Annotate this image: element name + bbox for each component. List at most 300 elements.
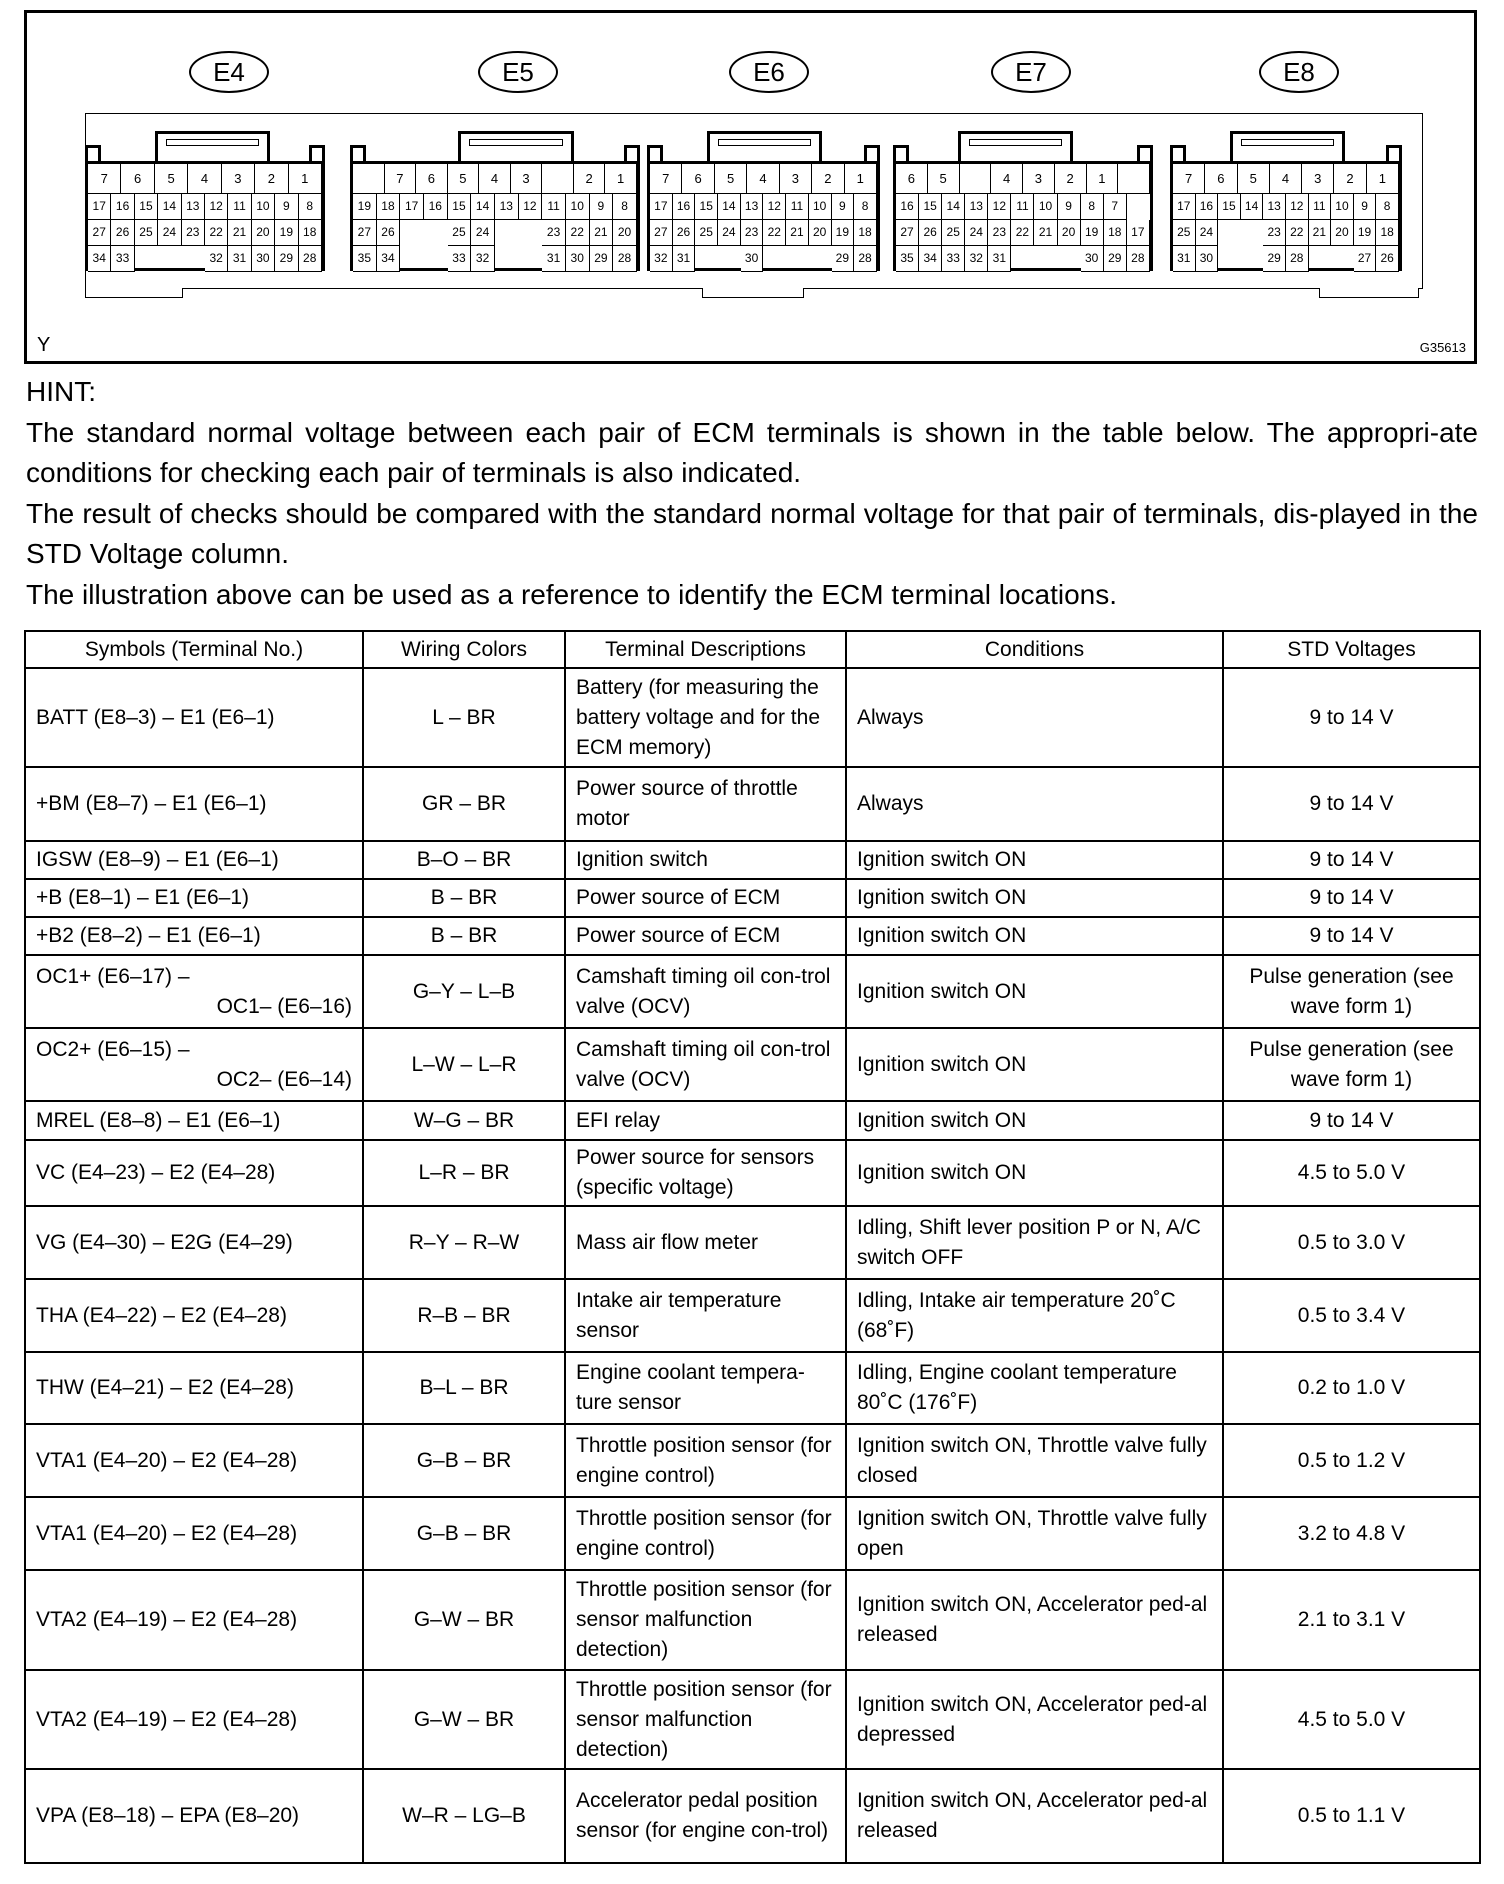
terminal-blank	[519, 246, 543, 272]
terminal-18: 18	[854, 220, 877, 246]
terminal-25: 25	[695, 220, 718, 246]
terminal-16: 16	[424, 194, 448, 220]
terminal-blank	[353, 164, 385, 194]
connector-latch	[458, 131, 574, 165]
terminal-1: 1	[1367, 164, 1399, 194]
terminal-10: 10	[1331, 194, 1354, 220]
terminal-30: 30	[252, 246, 275, 272]
terminal-24: 24	[158, 220, 181, 246]
cell-std-voltage: 9 to 14 V	[1223, 668, 1480, 767]
terminal-19: 19	[353, 194, 377, 220]
terminal-9: 9	[1354, 194, 1377, 220]
terminal-20: 20	[613, 220, 637, 246]
cell-condition: Idling, Engine coolant temperature 80˚C (176˚F)	[846, 1352, 1223, 1424]
symbol-cell-text: VTA2 (E4–19) – E2 (E4–28)	[36, 1608, 298, 1631]
cell-std-voltage: 9 to 14 V	[1223, 841, 1480, 879]
terminal-12: 12	[519, 194, 543, 220]
symbol-line-1: OC2+ (E6–15) –	[36, 1037, 190, 1061]
terminal-row	[1173, 164, 1399, 194]
terminal-blank	[763, 246, 786, 272]
terminal-26: 26	[1376, 246, 1399, 272]
terminal-blank	[718, 246, 741, 272]
terminal-blank	[495, 220, 519, 246]
terminal-20: 20	[252, 220, 275, 246]
terminal-blank	[135, 246, 158, 272]
cell-symbol	[25, 1101, 363, 1140]
cell-condition: Ignition switch ON, Accelerator ped-al released	[846, 1570, 1223, 1670]
terminal-15: 15	[695, 194, 718, 220]
terminal-14: 14	[942, 194, 965, 220]
terminal-18: 18	[1104, 220, 1127, 246]
latch-slot	[969, 139, 1062, 146]
terminal-blank	[158, 246, 181, 272]
terminal-26: 26	[919, 220, 942, 246]
header-symbols: Symbols (Terminal No.)	[25, 631, 363, 668]
table-row	[25, 879, 1480, 917]
terminal-20: 20	[809, 220, 832, 246]
terminal-4: 4	[991, 164, 1023, 194]
symbol-cell-text: MREL (E8–8) – E1 (E6–1)	[36, 1108, 281, 1132]
terminal-29: 29	[1263, 246, 1286, 272]
terminal-31: 31	[228, 246, 251, 272]
terminal-23: 23	[542, 220, 566, 246]
terminal-30: 30	[566, 246, 590, 272]
symbol-cell-text: IGSW (E8–9) – E1 (E6–1)	[36, 848, 279, 871]
table-row	[25, 1497, 1480, 1570]
connector-label-e6: E6	[729, 51, 809, 93]
symbol-cell-text: VC (E4–23) – E2 (E4–28)	[36, 1161, 276, 1184]
panel-tab-left	[85, 288, 183, 298]
cell-std-voltage: 9 to 14 V	[1223, 917, 1480, 955]
table-row	[25, 1424, 1480, 1497]
cell-wiring-color: G–W – BR	[363, 1670, 565, 1769]
cell-wiring-color: L–R – BR	[363, 1140, 565, 1206]
terminal-blank	[1034, 246, 1057, 272]
terminal-row	[650, 194, 877, 220]
terminal-row	[353, 194, 637, 220]
terminal-13: 13	[495, 194, 519, 220]
terminal-6: 6	[1205, 164, 1237, 194]
terminal-25: 25	[942, 220, 965, 246]
terminal-31: 31	[542, 246, 566, 272]
terminal-14: 14	[158, 194, 181, 220]
terminal-27: 27	[353, 220, 377, 246]
terminal-row	[88, 246, 322, 272]
symbol-cell-text	[36, 1035, 352, 1095]
terminal-9: 9	[832, 194, 855, 220]
cell-terminal-description: Power source for sensors (specific voltage)	[565, 1140, 846, 1206]
terminal-13: 13	[741, 194, 764, 220]
terminal-22: 22	[566, 220, 590, 246]
terminal-23: 23	[741, 220, 764, 246]
terminal-blank	[542, 164, 574, 194]
terminal-29: 29	[590, 246, 614, 272]
terminal-19: 19	[832, 220, 855, 246]
terminal-14: 14	[471, 194, 495, 220]
connector-latch	[707, 131, 822, 165]
terminal-7: 7	[1104, 194, 1127, 220]
terminal-2: 2	[1334, 164, 1366, 194]
terminal-2: 2	[574, 164, 606, 194]
connector-e5	[350, 131, 640, 271]
symbol-cell-text	[36, 962, 352, 1022]
terminal-11: 11	[228, 194, 251, 220]
terminal-blank	[1127, 194, 1150, 220]
cell-symbol	[25, 1206, 363, 1279]
cell-condition: Ignition switch ON, Accelerator ped-al released	[846, 1769, 1223, 1863]
header-conditions: Conditions	[846, 631, 1223, 668]
terminal-18: 18	[299, 220, 322, 246]
cell-std-voltage: 0.5 to 3.4 V	[1223, 1279, 1480, 1352]
cell-symbol	[25, 1279, 363, 1352]
terminal-16: 16	[896, 194, 919, 220]
cell-symbol	[25, 1769, 363, 1863]
terminal-2: 2	[812, 164, 844, 194]
terminal-4: 4	[188, 164, 221, 194]
terminal-28: 28	[1286, 246, 1309, 272]
terminal-26: 26	[377, 220, 401, 246]
terminal-35: 35	[353, 246, 377, 272]
terminal-18: 18	[1376, 220, 1399, 246]
terminal-9: 9	[275, 194, 298, 220]
terminal-24: 24	[471, 220, 495, 246]
cell-terminal-description: Throttle position sensor (for engine control)	[565, 1497, 846, 1570]
terminal-blank	[182, 246, 205, 272]
table-row	[25, 1352, 1480, 1424]
terminal-blank	[960, 164, 992, 194]
table-row	[25, 1101, 1480, 1140]
cell-condition: Always	[846, 668, 1223, 767]
terminal-row	[896, 164, 1150, 194]
terminal-23: 23	[988, 220, 1011, 246]
terminal-20: 20	[1331, 220, 1354, 246]
terminal-blank	[809, 246, 832, 272]
latch-slot	[718, 139, 811, 146]
cell-terminal-description: Engine coolant tempera-ture sensor	[565, 1352, 846, 1424]
terminal-row	[650, 164, 877, 194]
cell-terminal-description: Mass air flow meter	[565, 1206, 846, 1279]
symbol-cell-text: BATT (E8–3) – E1 (E6–1)	[36, 705, 275, 729]
cell-condition: Ignition switch ON	[846, 1140, 1223, 1206]
terminal-blank	[424, 220, 448, 246]
table-row	[25, 917, 1480, 955]
connector-label-e8: E8	[1259, 51, 1339, 93]
terminal-19: 19	[275, 220, 298, 246]
terminal-4: 4	[1270, 164, 1302, 194]
table-row	[25, 841, 1480, 879]
cell-symbol	[25, 1028, 363, 1101]
terminal-2: 2	[1055, 164, 1087, 194]
cell-terminal-description: Ignition switch	[565, 841, 846, 879]
cell-wiring-color: W–R – LG–B	[363, 1769, 565, 1863]
cell-wiring-color: R–Y – R–W	[363, 1206, 565, 1279]
connector-body	[85, 161, 325, 271]
symbol-line-2: OC2– (E6–14)	[216, 1067, 352, 1091]
connector-latch	[1230, 131, 1345, 165]
terminal-27: 27	[896, 220, 919, 246]
terminal-19: 19	[1081, 220, 1104, 246]
terminal-32: 32	[965, 246, 988, 272]
cell-condition: Ignition switch ON	[846, 879, 1223, 917]
table-row	[25, 1140, 1480, 1206]
terminal-26: 26	[673, 220, 696, 246]
cell-wiring-color: G–B – BR	[363, 1497, 565, 1570]
latch-slot	[166, 139, 259, 146]
figure-id-label: G35613	[1419, 340, 1466, 355]
cell-condition: Ignition switch ON, Accelerator ped-al depressed	[846, 1670, 1223, 1769]
terminal-blank	[1218, 246, 1241, 272]
symbol-cell-text: THW (E4–21) – E2 (E4–28)	[36, 1376, 294, 1399]
terminal-22: 22	[1011, 220, 1034, 246]
header-std-voltages: STD Voltages	[1223, 631, 1480, 668]
terminal-15: 15	[1218, 194, 1241, 220]
cell-std-voltage: 0.2 to 1.0 V	[1223, 1352, 1480, 1424]
terminal-row	[88, 194, 322, 220]
terminal-7: 7	[88, 164, 121, 194]
terminal-34: 34	[88, 246, 111, 272]
terminal-5: 5	[1238, 164, 1270, 194]
terminal-17: 17	[650, 194, 673, 220]
terminal-28: 28	[854, 246, 877, 272]
cell-wiring-color: G–Y – L–B	[363, 955, 565, 1028]
terminal-1: 1	[289, 164, 322, 194]
terminal-blank	[1218, 220, 1241, 246]
symbol-line-2: OC1– (E6–16)	[216, 994, 352, 1018]
symbol-cell-text: VTA1 (E4–20) – E2 (E4–28)	[36, 1448, 298, 1472]
connector-body	[1170, 161, 1402, 271]
table-row	[25, 1670, 1480, 1769]
cell-terminal-description: EFI relay	[565, 1101, 846, 1140]
terminal-20: 20	[1058, 220, 1081, 246]
cell-std-voltage: 2.1 to 3.1 V	[1223, 1570, 1480, 1670]
cell-std-voltage: 0.5 to 1.1 V	[1223, 1769, 1480, 1863]
cell-condition: Ignition switch ON	[846, 841, 1223, 879]
terminal-15: 15	[135, 194, 158, 220]
terminal-33: 33	[942, 246, 965, 272]
terminal-29: 29	[832, 246, 855, 272]
cell-terminal-description: Throttle position sensor (for engine control)	[565, 1424, 846, 1497]
cell-condition: Idling, Intake air temperature 20˚C (68˚F)	[846, 1279, 1223, 1352]
terminal-9: 9	[590, 194, 614, 220]
table-row	[25, 767, 1480, 841]
hint-paragraph-2: The result of checks should be compared with the standard normal voltage for that pair of terminals, dis-played in the STD Voltage column.	[26, 497, 1478, 569]
terminal-4: 4	[747, 164, 779, 194]
terminal-5: 5	[715, 164, 747, 194]
terminal-17: 17	[88, 194, 111, 220]
cell-std-voltage: 0.5 to 3.0 V	[1223, 1206, 1480, 1279]
terminal-6: 6	[121, 164, 154, 194]
cell-std-voltage: 9 to 14 V	[1223, 879, 1480, 917]
terminal-blank	[1331, 246, 1354, 272]
cell-condition: Ignition switch ON	[846, 1101, 1223, 1140]
terminal-6: 6	[416, 164, 448, 194]
cell-wiring-color: B–L – BR	[363, 1352, 565, 1424]
terminal-1: 1	[605, 164, 637, 194]
terminal-3: 3	[780, 164, 812, 194]
cell-terminal-description: Power source of ECM	[565, 917, 846, 955]
header-wiring-colors: Wiring Colors	[363, 631, 565, 668]
terminal-7: 7	[385, 164, 417, 194]
terminal-10: 10	[252, 194, 275, 220]
cell-symbol	[25, 1670, 363, 1769]
table-row	[25, 1028, 1480, 1101]
cell-condition: Idling, Shift lever position P or N, A/C switch OFF	[846, 1206, 1223, 1279]
terminal-24: 24	[1196, 220, 1219, 246]
terminal-6: 6	[896, 164, 928, 194]
terminal-6: 6	[682, 164, 714, 194]
symbol-cell-text: VPA (E8–18) – EPA (E8–20)	[36, 1804, 300, 1827]
terminal-row	[88, 220, 322, 246]
cell-symbol	[25, 1140, 363, 1206]
panel-tab-right	[1319, 288, 1419, 298]
terminal-5: 5	[928, 164, 960, 194]
terminal-21: 21	[590, 220, 614, 246]
terminal-11: 11	[542, 194, 566, 220]
cell-terminal-description: Intake air temperature sensor	[565, 1279, 846, 1352]
symbol-cell-text: VTA2 (E4–19) – E2 (E4–28)	[36, 1707, 298, 1731]
cell-wiring-color: W–G – BR	[363, 1101, 565, 1140]
terminal-3: 3	[1302, 164, 1334, 194]
cell-wiring-color: L–W – L–R	[363, 1028, 565, 1101]
terminal-30: 30	[741, 246, 764, 272]
cell-std-voltage: 9 to 14 V	[1223, 1101, 1480, 1140]
terminal-34: 34	[377, 246, 401, 272]
terminal-33: 33	[448, 246, 472, 272]
terminal-1: 1	[845, 164, 877, 194]
terminal-15: 15	[448, 194, 472, 220]
cell-symbol	[25, 955, 363, 1028]
terminal-19: 19	[1354, 220, 1377, 246]
terminal-31: 31	[1173, 246, 1196, 272]
cell-symbol	[25, 767, 363, 841]
terminal-12: 12	[1286, 194, 1309, 220]
connector-label-e5: E5	[478, 51, 558, 93]
cell-std-voltage: Pulse generation (see wave form 1)	[1223, 1028, 1480, 1101]
table-row	[25, 668, 1480, 767]
ecm-terminal-voltage-table	[24, 630, 1481, 1864]
terminal-7: 7	[650, 164, 682, 194]
terminal-11: 11	[786, 194, 809, 220]
cell-std-voltage: Pulse generation (see wave form 1)	[1223, 955, 1480, 1028]
cell-std-voltage: 3.2 to 4.8 V	[1223, 1497, 1480, 1570]
terminal-8: 8	[299, 194, 322, 220]
terminal-blank	[1011, 246, 1034, 272]
connector-e8	[1170, 131, 1402, 271]
terminal-12: 12	[988, 194, 1011, 220]
cell-symbol	[25, 917, 363, 955]
terminal-13: 13	[182, 194, 205, 220]
cell-wiring-color: B–O – BR	[363, 841, 565, 879]
terminal-18: 18	[377, 194, 401, 220]
terminal-row	[896, 220, 1150, 246]
hint-paragraph-3: The illustration above can be used as a reference to identify the ECM terminal locations.	[26, 578, 1118, 610]
terminal-28: 28	[299, 246, 322, 272]
terminal-10: 10	[566, 194, 590, 220]
panel-tab-center	[702, 288, 804, 298]
terminal-17: 17	[400, 194, 424, 220]
symbol-line-1: OC1+ (E6–17) –	[36, 964, 190, 988]
terminal-blank	[1309, 246, 1332, 272]
terminal-25: 25	[448, 220, 472, 246]
cell-condition: Ignition switch ON, Throttle valve fully closed	[846, 1424, 1223, 1497]
terminal-row	[896, 246, 1150, 272]
terminal-14: 14	[718, 194, 741, 220]
terminal-32: 32	[471, 246, 495, 272]
terminal-35: 35	[896, 246, 919, 272]
connector-body	[350, 161, 640, 271]
cell-terminal-description: Battery (for measuring the battery voltage and for the ECM memory)	[565, 668, 846, 767]
terminal-34: 34	[919, 246, 942, 272]
terminal-blank	[1118, 164, 1150, 194]
cell-symbol	[25, 668, 363, 767]
cell-std-voltage: 4.5 to 5.0 V	[1223, 1670, 1480, 1769]
terminal-row	[353, 246, 637, 272]
terminal-3: 3	[222, 164, 255, 194]
terminal-row	[1173, 194, 1399, 220]
symbol-cell-text: +B (E8–1) – E1 (E6–1)	[36, 886, 250, 909]
terminal-8: 8	[1376, 194, 1399, 220]
terminal-blank	[400, 220, 424, 246]
terminal-16: 16	[673, 194, 696, 220]
symbol-cell-text: THA (E4–22) – E2 (E4–28)	[36, 1303, 287, 1327]
terminal-row	[353, 164, 637, 194]
terminal-5: 5	[155, 164, 188, 194]
terminal-row	[650, 220, 877, 246]
cell-wiring-color: G–B – BR	[363, 1424, 565, 1497]
terminal-13: 13	[965, 194, 988, 220]
terminal-3: 3	[1023, 164, 1055, 194]
table-row	[25, 1570, 1480, 1670]
terminal-5: 5	[448, 164, 480, 194]
terminal-16: 16	[111, 194, 134, 220]
cell-wiring-color: R–B – BR	[363, 1279, 565, 1352]
connector-latch	[155, 131, 270, 165]
terminal-blank	[519, 220, 543, 246]
cell-symbol	[25, 841, 363, 879]
terminal-26: 26	[111, 220, 134, 246]
terminal-28: 28	[613, 246, 637, 272]
table-row	[25, 955, 1480, 1028]
terminal-27: 27	[88, 220, 111, 246]
cell-symbol	[25, 1424, 363, 1497]
terminal-28: 28	[1127, 246, 1150, 272]
terminal-9: 9	[1058, 194, 1081, 220]
terminal-row	[353, 220, 637, 246]
header-terminal-descriptions: Terminal Descriptions	[565, 631, 846, 668]
cell-terminal-description: Accelerator pedal position sensor (for engine con-trol)	[565, 1769, 846, 1863]
terminal-blank	[1241, 220, 1264, 246]
terminal-blank	[400, 246, 424, 272]
table-row	[25, 1206, 1480, 1279]
cell-symbol	[25, 1497, 363, 1570]
connector-body	[647, 161, 880, 271]
connector-e7	[893, 131, 1153, 271]
terminal-21: 21	[786, 220, 809, 246]
symbol-cell-text: +B2 (E8–2) – E1 (E6–1)	[36, 924, 261, 947]
terminal-row	[896, 194, 1150, 220]
terminal-11: 11	[1011, 194, 1034, 220]
connector-latch	[958, 131, 1073, 165]
terminal-21: 21	[228, 220, 251, 246]
terminal-8: 8	[854, 194, 877, 220]
table-row	[25, 1769, 1480, 1863]
terminal-21: 21	[1309, 220, 1332, 246]
table-header-row	[25, 631, 1480, 668]
latch-slot	[1241, 139, 1334, 146]
connector-e4	[85, 131, 325, 271]
terminal-8: 8	[1081, 194, 1104, 220]
cell-terminal-description: Power source of throttle motor	[565, 767, 846, 841]
